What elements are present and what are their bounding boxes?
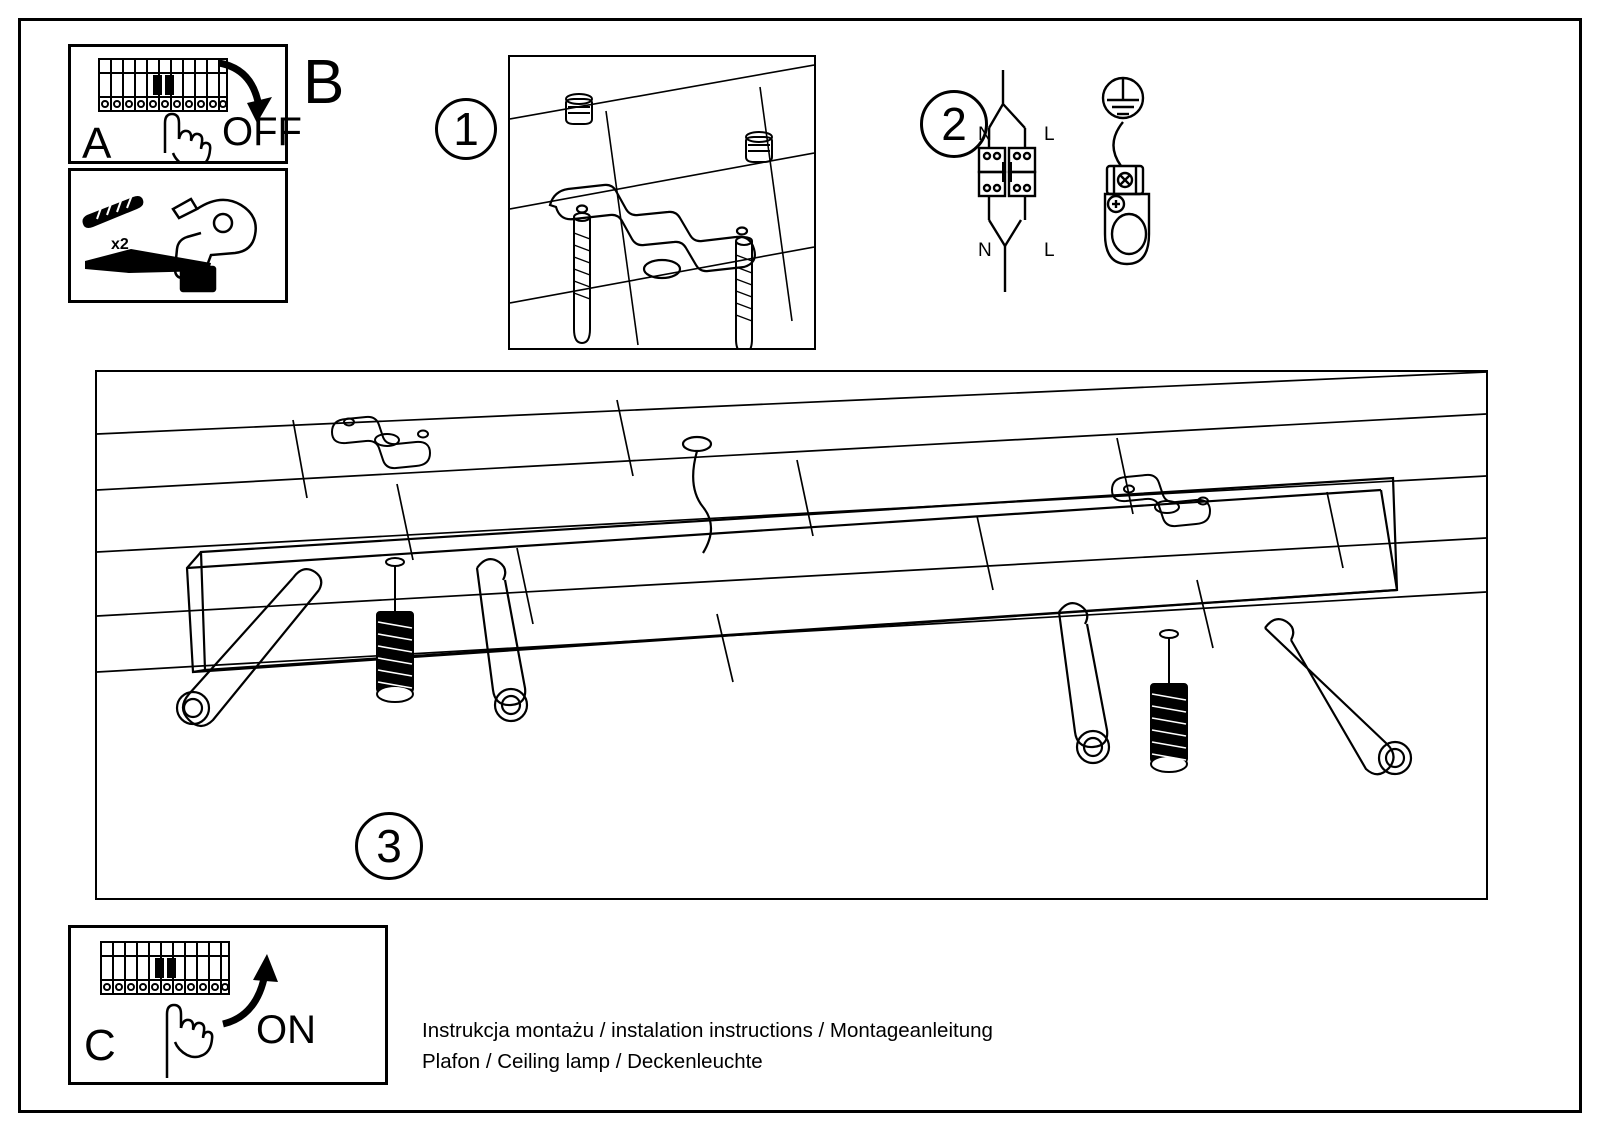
caption-line-2: Plafon / Ceiling lamp / Deckenleuchte: [422, 1050, 763, 1073]
label-a: A: [82, 119, 112, 168]
wall-plug-icon: [83, 195, 144, 228]
label-b: B: [303, 48, 345, 117]
panel-step-1: [508, 55, 816, 350]
panel-a-tools: [68, 168, 288, 303]
step-1-number: 1: [453, 103, 479, 155]
step-1-badge: [435, 98, 497, 160]
label-quantity: x2: [111, 236, 129, 253]
label-l-bottom: L: [1044, 240, 1055, 261]
pointing-hand-icon: [165, 114, 210, 161]
label-n-top: N: [978, 124, 992, 145]
breaker-on-icon: [71, 928, 385, 1082]
label-n-bottom: N: [978, 240, 992, 261]
pointing-hand-icon: [167, 1005, 212, 1078]
label-c: C: [84, 1021, 116, 1070]
strain-relief-clamp-icon: [1105, 122, 1149, 264]
panel-step-3-main: [95, 370, 1488, 900]
label-off: OFF: [222, 110, 302, 154]
panel-c-breaker-on: [68, 925, 388, 1085]
linear-ceiling-lamp-icon: [97, 372, 1486, 898]
power-drill-icon: [173, 199, 256, 291]
caption-line-1: Instrukcja montażu / instalation instructions / Montageanleitung: [422, 1019, 993, 1042]
step-3-number: 3: [376, 820, 402, 872]
step-3-badge: [355, 812, 423, 880]
mounting-bracket-icon: [510, 57, 814, 348]
label-l-top: L: [1044, 124, 1055, 145]
label-on: ON: [256, 1008, 316, 1052]
earth-ground-symbol-icon: [1103, 78, 1143, 118]
step-2-number: 2: [941, 98, 967, 150]
panel-step-2-wiring: [975, 70, 1185, 320]
